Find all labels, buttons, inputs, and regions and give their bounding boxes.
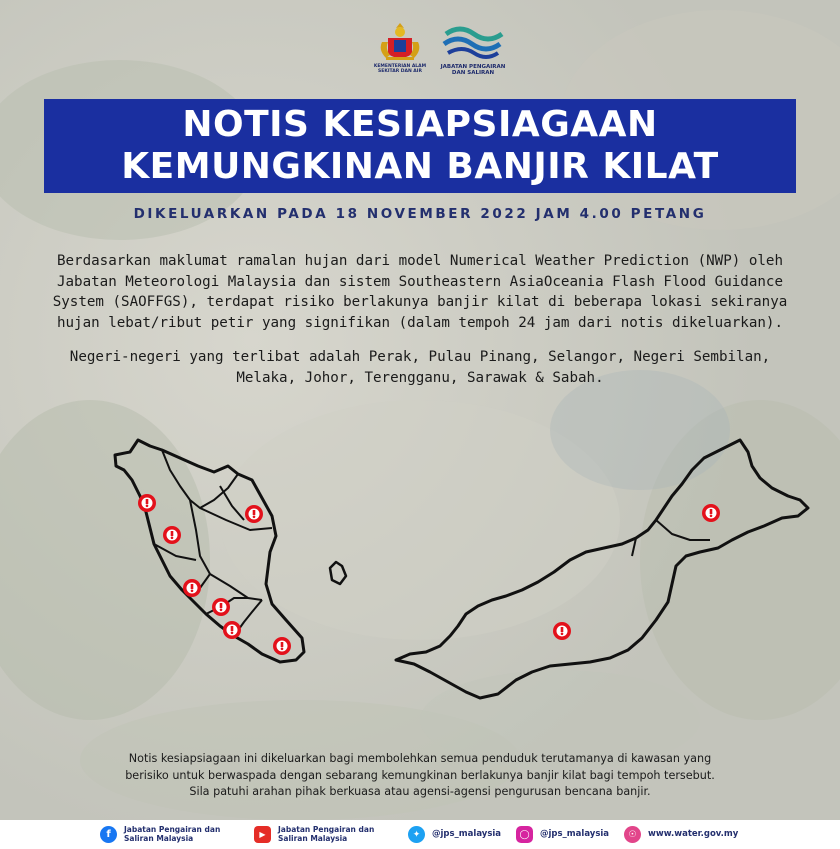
issued-date: DIKELUARKAN PADA 18 NOVEMBER 2022 JAM 4.00 PETANG bbox=[133, 206, 707, 222]
facebook-icon: f bbox=[100, 826, 117, 843]
exclamation-warning-icon bbox=[212, 598, 230, 616]
social-facebook[interactable] bbox=[100, 820, 220, 849]
youtube-icon: ▶ bbox=[254, 826, 271, 843]
exclamation-warning-icon bbox=[702, 504, 720, 522]
social-instagram[interactable] bbox=[516, 820, 609, 849]
paragraph-line: hujan lebat/ribut petir yang signifikan (dalam tempoh 24 jam dari notis dikeluarkan). bbox=[56, 314, 784, 331]
jps-logo-text: JABATAN PENGAIRAN DAN SALIRAN bbox=[440, 64, 506, 76]
social-label: www.water.gov.my bbox=[648, 829, 739, 840]
twitter-icon: ✦ bbox=[408, 826, 425, 843]
paragraph-states bbox=[40, 347, 800, 388]
footer-note-line: Sila patuhi arahan pihak berkuasa atau agensi-agensi pengurusan bencana banjir. bbox=[189, 785, 651, 798]
social-label: Jabatan Pengairan dan Saliran Malaysia bbox=[124, 825, 221, 843]
paragraph-line: Negeri-negeri yang terlibat adalah Perak, Pulau Pinang, Selangor, Negeri Sembilan, bbox=[69, 349, 771, 365]
peninsular-malaysia-outline bbox=[115, 440, 304, 662]
malaysia-map bbox=[100, 420, 820, 720]
footer-note-line: berisiko untuk berwaspada dengan sebarang kemungkinan berlakunya banjir kilat bagi tempoh tersebut. bbox=[125, 768, 715, 782]
social-label: @jps_malaysia bbox=[432, 829, 502, 840]
title-line-2: KEMUNGKINAN BANJIR KILAT bbox=[121, 146, 719, 187]
ministry-logo bbox=[364, 20, 436, 80]
exclamation-warning-icon bbox=[553, 622, 571, 640]
title-line-1: NOTIS KESIAPSIAGAAN bbox=[182, 104, 658, 145]
exclamation-warning-icon bbox=[223, 621, 241, 639]
warning-markers bbox=[138, 494, 720, 655]
header-logos bbox=[0, 20, 840, 84]
exclamation-warning-icon bbox=[273, 637, 291, 655]
social-youtube[interactable] bbox=[254, 820, 374, 849]
exclamation-warning-icon bbox=[163, 526, 181, 544]
paragraph-line: Berdasarkan maklumat ramalan hujan dari model Numerical Weather Prediction (NWP) oleh bbox=[56, 253, 784, 269]
social-label: @jps_malaysia bbox=[540, 829, 610, 840]
footer-note-line: Notis kesiapsiagaan ini dikeluarkan bagi membolehkan semua penduduk terutamanya di kawasan yang bbox=[128, 752, 712, 765]
exclamation-warning-icon bbox=[138, 494, 156, 512]
social-bar bbox=[0, 820, 840, 849]
ministry-logo-text: KEMENTERIAN ALAM SEKITAR DAN AIR bbox=[373, 64, 427, 74]
footer-note bbox=[40, 751, 800, 801]
exclamation-warning-icon bbox=[245, 505, 263, 523]
social-twitter[interactable] bbox=[408, 820, 501, 849]
social-website[interactable] bbox=[624, 820, 738, 849]
title-banner bbox=[44, 99, 796, 193]
paragraph-line: Melaka, Johor, Terengganu, Sarawak & Sabah. bbox=[236, 369, 604, 386]
website-icon: ☉ bbox=[624, 826, 641, 843]
jps-logo bbox=[438, 20, 508, 84]
paragraph-line: System (SAOFFGS), terdapat risiko berlakunya banjir kilat di beberapa lokasi sekiranya bbox=[52, 294, 788, 310]
instagram-icon: ◯ bbox=[516, 826, 533, 843]
social-label: Jabatan Pengairan dan Saliran Malaysia bbox=[278, 825, 375, 843]
paragraph-line: Jabatan Meteorologi Malaysia dan sistem Southeastern AsiaOceania Flash Flood Guidance bbox=[56, 273, 784, 290]
paragraph-forecast bbox=[40, 251, 800, 333]
exclamation-warning-icon bbox=[183, 579, 201, 597]
borneo-malaysia-outline bbox=[396, 440, 808, 698]
